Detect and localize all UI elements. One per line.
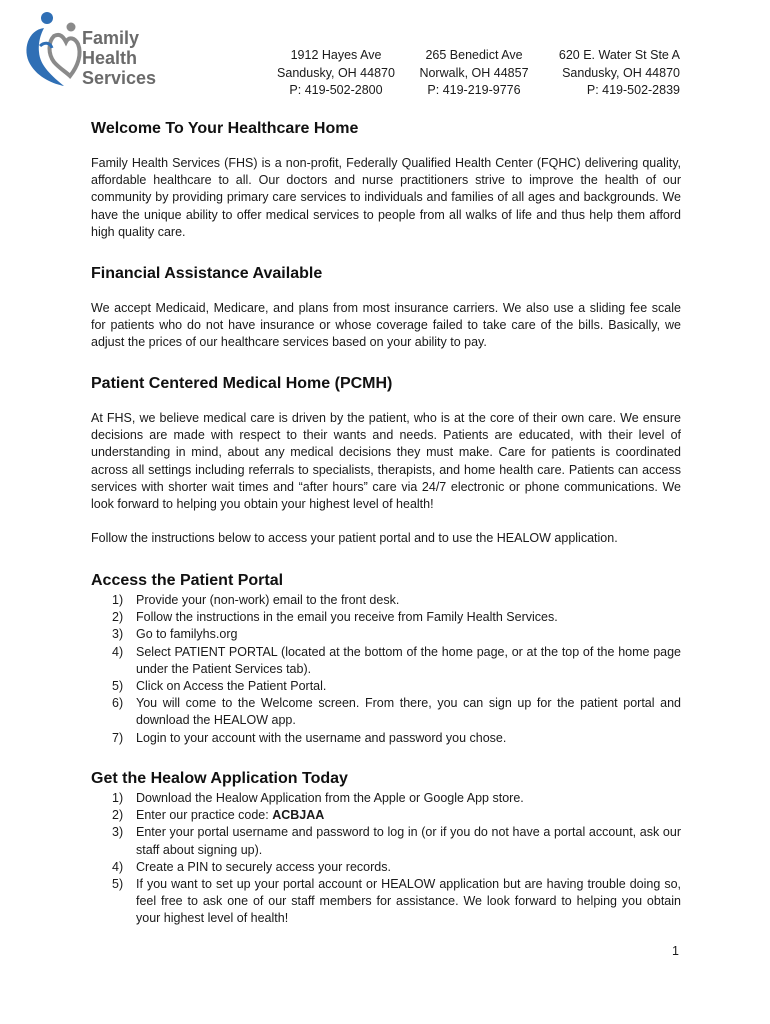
step-text: Enter our practice code: (136, 808, 273, 823)
step-number: 2) (112, 610, 124, 625)
step-number: 3) (112, 627, 124, 642)
address-city: Norwalk, OH 44857 (419, 65, 529, 80)
list-item (91, 626, 681, 643)
address-hayes (272, 47, 400, 100)
pcmh-follow-instructions: Follow the instructions below to access your patient portal and to use the HEALOW application. (91, 531, 618, 546)
list-item (91, 876, 681, 928)
step-text: If you want to set up your portal account or HEALOW application but are having trouble doing so, feel free to ask one of our staff members for assistance. We look forward to helping you obtain your highest level of health! (136, 877, 681, 926)
step-text: Enter your portal username and password to log in (or if you do not have a portal account, ask our staff about signing up). (136, 825, 681, 857)
address-water-st (540, 47, 680, 100)
step-number: 5) (112, 679, 124, 694)
practice-code: ACBJAA (272, 808, 325, 823)
portal-section (91, 572, 681, 747)
list-item (91, 644, 681, 678)
list-item (91, 678, 681, 695)
financial-body: We accept Medicaid, Medicare, and plans from most insurance carriers. We also use a sliding fee scale for patients who do not have insurance or whose coverage failed to take care of the bills. Basically, we adjust the prices of our healthcare services based on your ability to pay. (91, 301, 681, 350)
list-item (91, 730, 681, 747)
address-phone: P: 419-502-2839 (586, 83, 680, 97)
logo-line-3: Services (82, 68, 157, 88)
family-health-services-logo (22, 10, 162, 88)
address-phone: P: 419-219-9776 (427, 83, 521, 97)
step-text: Download the Healow Application from the Apple or Google App store. (136, 791, 524, 805)
logo-wordmark (82, 28, 156, 88)
address-benedict (410, 47, 538, 100)
list-item (91, 859, 681, 876)
financial-section (91, 265, 681, 352)
step-text: Click on Access the Patient Portal. (136, 679, 327, 694)
list-item (91, 807, 681, 824)
step-number: 2) (112, 808, 124, 823)
list-item (91, 592, 681, 609)
financial-heading: Financial Assistance Available (91, 265, 323, 282)
step-text: Provide your (non-work) email to the front desk. (136, 593, 400, 607)
step-text: Follow the instructions in the email you receive from Family Health Services. (136, 610, 558, 625)
step-number: 4) (112, 859, 124, 874)
healow-section (91, 770, 681, 928)
address-city: Sandusky, OH 44870 (562, 65, 680, 80)
step-number: 5) (112, 877, 124, 892)
portal-steps-list (91, 592, 681, 747)
list-item (91, 790, 681, 807)
address-street: 265 Benedict Ave (425, 48, 523, 62)
list-item (91, 609, 681, 626)
step-text: Go to familyhs.org (136, 627, 238, 642)
step-number: 3) (112, 825, 124, 840)
healow-steps-list (91, 790, 681, 928)
step-number: 4) (112, 644, 124, 659)
list-item (91, 824, 681, 858)
page-number: 1 (672, 944, 679, 958)
step-number: 1) (112, 791, 124, 805)
pcmh-heading: Patient Centered Medical Home (PCMH) (91, 375, 393, 392)
step-number: 1) (112, 593, 124, 607)
logo-line-2: Health (82, 48, 138, 68)
list-item (91, 695, 681, 729)
address-street: 620 E. Water St Ste A (558, 48, 680, 62)
address-street: 1912 Hayes Ave (290, 48, 382, 62)
address-city: Sandusky, OH 44870 (277, 65, 395, 80)
portal-heading: Access the Patient Portal (91, 572, 284, 589)
address-phone: P: 419-502-2800 (289, 83, 383, 97)
pcmh-body: At FHS, we believe medical care is driven by the patient, who is at the core of their own care. We ensure decisions are made with respect to their wants and needs. Patients are educated, with their level of understanding in mind, about any medical decisions they must make. Care for patients is coordinated across all settings including referrals to specialists, therapists, and home health care. Patients can access services with shorter wait times and “after hours” care via 24/7 electronic or phone communications. We look forward to helping you obtain your highest level of health! (91, 411, 681, 512)
logo-line-1: Family (82, 28, 140, 48)
welcome-heading: Welcome To Your Healthcare Home (91, 120, 359, 137)
welcome-body: Family Health Services (FHS) is a non-profit, Federally Qualified Health Center (FQHC) delivering quality, affordable healthcare to all. Our doctors and nurse practitioners strive to improve the health of our community by providing primary care services to individuals and families of all ages and backgrounds. We have the unique ability to offer medical services to people from all walks of life and thus help them afford high quality care. (91, 156, 681, 239)
welcome-section (91, 120, 681, 241)
step-text: Select PATIENT PORTAL (located at the bottom of the home page, or at the top of the home page under the Patient Services tab). (136, 644, 681, 676)
step-number: 7) (112, 730, 124, 745)
step-text: You will come to the Welcome screen. From there, you can sign up for the patient portal and download the HEALOW app. (136, 696, 681, 728)
step-text: Login to your account with the username and password you chose. (136, 730, 507, 745)
pcmh-section (91, 375, 681, 547)
step-number: 6) (112, 696, 124, 711)
step-text: Create a PIN to securely access your records. (136, 859, 391, 874)
healow-heading: Get the Healow Application Today (91, 770, 348, 787)
